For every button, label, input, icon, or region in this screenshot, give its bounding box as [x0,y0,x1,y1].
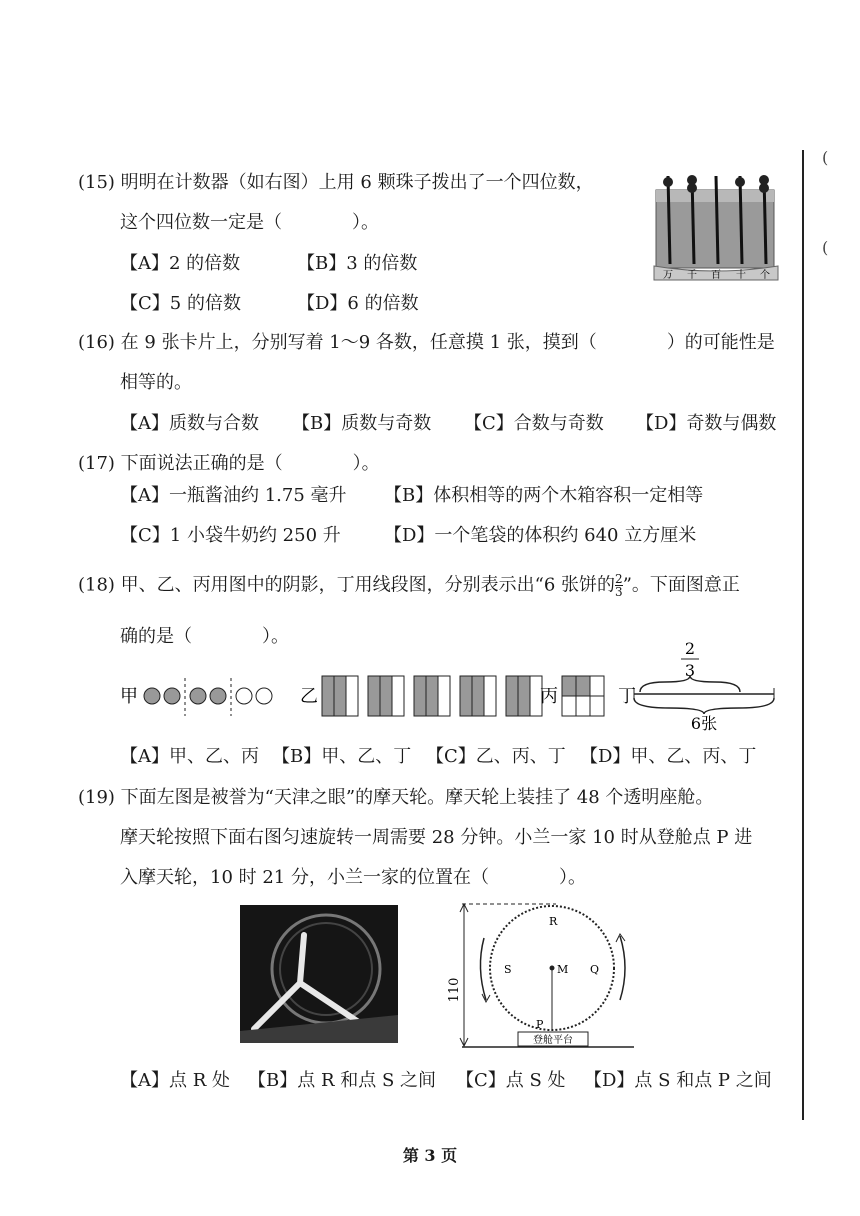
edge-mark-mid: ( [822,238,829,257]
q19-line3: 入摩天轮，10 时 21 分，小兰一家的位置在（ ）。 [120,867,586,888]
rotation-arrow-left [480,938,486,1000]
yi-rect-2 [368,676,404,716]
point-r-label: R [549,915,558,928]
ding-fraction-den: 3 [684,661,696,680]
q19-line1: (19) 下面左图是被誉为“天津之眼”的摩天轮。摩天轮上装挂了 48 个透明座舱。 [78,787,714,808]
q19-option-d[interactable]: 【D】点 S 和点 P 之间 [584,1070,772,1091]
yi-rect-5 [506,676,542,716]
point-s-label: S [504,963,512,976]
abacus-label-qian: 千 [687,270,697,281]
ding-bottom-brace [634,698,774,714]
point-q-label: Q [590,963,600,976]
yi-rect-3 [414,676,450,716]
point-m-label: M [557,963,569,976]
q17-option-a[interactable]: 【A】一瓶酱油约 1.75 毫升 [120,485,347,506]
page-number: 第 3 页 [402,1146,458,1165]
abacus-label-ge: 个 [760,270,770,281]
q18-line1: (18) 甲、乙、丙用图中的阴影，丁用线段图，分别表示出“6 张饼的 $\frac{2}{3}$ ”。下面图意正 [78,572,740,599]
q19-option-c[interactable]: 【C】点 S 处 [456,1070,566,1091]
pancake-circle-shaded [164,688,180,704]
ferris-wheel-diagram [447,900,642,1052]
platform-label: 登舱平台 [533,1035,573,1046]
q19-option-a[interactable]: 【A】点 R 处 [120,1070,230,1091]
pancake-circle-shaded [210,688,226,704]
q15-option-d[interactable]: 【D】6 的倍数 [297,293,419,314]
point-p-label: P [536,1018,544,1031]
abacus-rod [716,176,718,264]
q16-option-c[interactable]: 【C】合数与奇数 [464,413,604,434]
q18-option-d[interactable]: 【D】甲、乙、丙、丁 [580,746,757,767]
q18-option-b[interactable]: 【B】甲、乙、丁 [272,746,412,767]
fig-label-bing: 丙 [540,686,558,707]
edge-mark-top: ( [822,148,829,167]
pancake-circle [236,688,252,704]
ferris-wheel-photo [240,905,398,1043]
q17-option-d[interactable]: 【D】一个笔袋的体积约 640 立方厘米 [384,525,697,546]
yi-rect-4 [460,676,496,716]
q15-option-a[interactable]: 【A】2 的倍数 [120,253,241,274]
rotation-arrow-right [620,936,625,1000]
q18-line2: 确的是（ ）。 [120,626,289,647]
q17-line1: (17) 下面说法正确的是（ ）。 [78,453,380,474]
abacus-rod [740,176,742,264]
abacus-label-bai: 百 [711,270,721,281]
q15-line2: 这个四位数一定是（ ）。 [120,212,379,233]
fig-label-ding: 丁 [618,686,636,707]
q15-option-c[interactable]: 【C】5 的倍数 [120,293,241,314]
q16-option-d[interactable]: 【D】奇数与偶数 [636,413,777,434]
height-label: 110 [447,977,462,1003]
q16-line2: 相等的。 [120,372,192,393]
ding-bottom-label: 6张 [690,714,718,733]
q17-option-b[interactable]: 【B】体积相等的两个木箱容积一定相等 [384,485,704,506]
pancake-circle-shaded [144,688,160,704]
abacus-label-shi: 十 [736,270,746,281]
abacus-figure [654,168,780,284]
q16-line1: (16) 在 9 张卡片上，分别写着 1～9 各数，任意摸 1 张，摸到（ ）的可能性是 [78,332,775,353]
q16-option-a[interactable]: 【A】质数与合数 [120,413,259,434]
q16-option-b[interactable]: 【B】质数与奇数 [292,413,432,434]
abacus-rod [668,176,670,264]
yi-rect-1 [322,676,358,716]
q18-fraction: $\frac{2}{3}$ [615,572,623,599]
pancake-circle-shaded [190,688,206,704]
abacus-bead [687,183,697,193]
q19-line2: 摩天轮按照下面右图匀速旋转一周需要 28 分钟。小兰一家 10 时从登舱点 P 进 [120,827,753,848]
abacus-bead [759,183,769,193]
q18-option-a[interactable]: 【A】甲、乙、丙 [120,746,259,767]
q18-option-c[interactable]: 【C】乙、丙、丁 [426,746,566,767]
abacus-bead [735,177,745,187]
q18-figures [118,639,798,733]
abacus-bead [663,177,673,187]
ding-fraction-num: 2 [684,639,696,658]
q15-line1: (15) 明明在计数器（如右图）上用 6 颗珠子拨出了一个四位数， [78,172,594,193]
fig-label-yi: 乙 [300,686,318,707]
column-divider [802,150,804,1120]
pancake-circle [256,688,272,704]
q17-option-c[interactable]: 【C】1 小袋牛奶约 250 升 [120,525,341,546]
q19-option-b[interactable]: 【B】点 R 和点 S 之间 [248,1070,436,1091]
q15-option-b[interactable]: 【B】3 的倍数 [297,253,418,274]
fig-label-jia: 甲 [120,686,138,707]
bing-grid [562,676,604,716]
abacus-label-wan: 万 [663,270,673,281]
